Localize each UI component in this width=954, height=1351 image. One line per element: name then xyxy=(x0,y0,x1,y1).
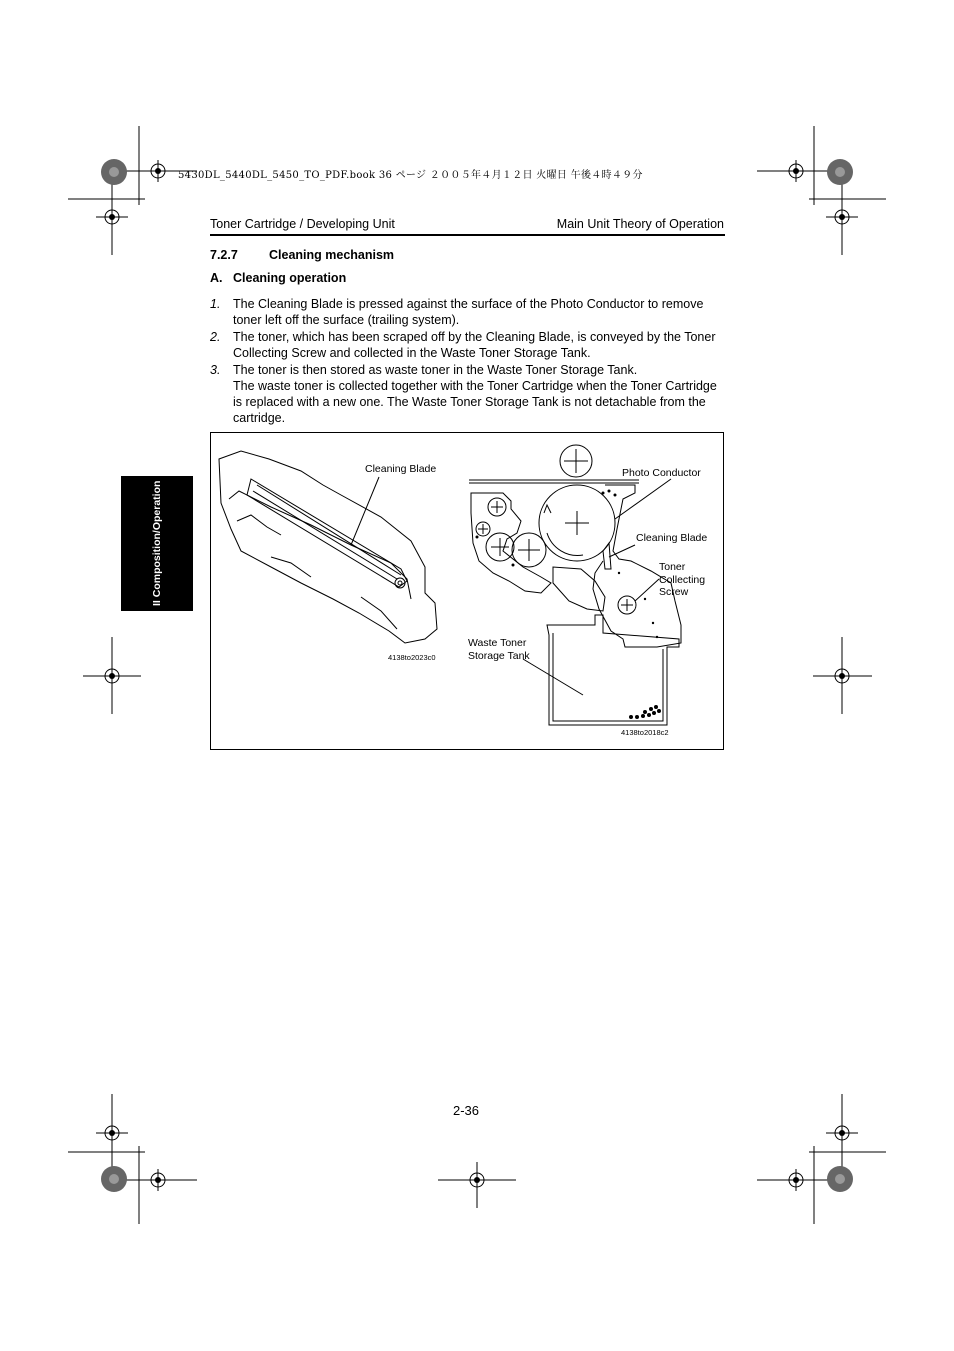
section-heading xyxy=(210,248,394,262)
figure-code-right: 4138to2018c2 xyxy=(621,728,669,737)
label-line: Toner xyxy=(659,561,686,573)
subsection-number: A. xyxy=(210,271,223,285)
label-line: Screw xyxy=(659,586,689,598)
figure-code-left: 4138to2023c0 xyxy=(388,653,436,662)
label-line: Waste Toner xyxy=(468,637,527,649)
step-text: The toner, which has been scraped off by the Cleaning Blade, is conveyed by the Toner Collecting Screw and collected in the Waste Toner Storage Tank. xyxy=(233,330,716,360)
list-item xyxy=(210,329,725,361)
step-number: 1. xyxy=(210,297,221,311)
list-item xyxy=(210,296,725,328)
section-title: Cleaning mechanism xyxy=(269,248,395,262)
step-number: 2. xyxy=(210,330,221,344)
steps-list xyxy=(210,296,725,427)
figure-drawing xyxy=(211,433,723,749)
step-text: The Cleaning Blade is pressed against the surface of the Photo Conductor to remove toner left off the surface (trailing system). xyxy=(233,297,704,327)
side-tab-label: II Composition/Operation xyxy=(151,480,163,607)
section-number: 7.2.7 xyxy=(210,248,238,262)
subsection-title: Cleaning operation xyxy=(233,271,347,285)
step-number: 3. xyxy=(210,363,221,377)
header-rule xyxy=(210,234,725,236)
label-waste-toner-storage-tank xyxy=(468,637,530,662)
cleaning-mechanism-figure xyxy=(210,432,724,750)
page-number: 2-36 xyxy=(453,1103,480,1118)
subsection-heading xyxy=(210,271,346,285)
label-line: Storage Tank xyxy=(468,649,530,662)
print-info-line: 5430DL_5440DL_5450_TO_PDF.book 36 ページ ２００５年４月１２日 火曜日 午後４時４９分 xyxy=(178,170,643,181)
step-text-continued: The waste toner is collected together with the Toner Cartridge when the Toner Cartridge is replaced with a new one. The Waste Toner Storage Tank is not detachable from the cartridge. xyxy=(233,379,717,425)
running-header-left: Toner Cartridge / Developing Unit xyxy=(210,217,395,231)
label-cleaning-blade-right: Cleaning Blade xyxy=(636,532,708,544)
running-header-right: Main Unit Theory of Operation xyxy=(556,217,724,231)
label-line: Collecting xyxy=(659,573,706,586)
label-toner-collecting-screw xyxy=(659,561,705,599)
label-photo-conductor: Photo Conductor xyxy=(622,467,701,479)
label-cleaning-blade-left: Cleaning Blade xyxy=(365,463,437,475)
step-text: The toner is then stored as waste toner in the Waste Toner Storage Tank. xyxy=(233,363,638,377)
list-item xyxy=(210,362,725,426)
side-chapter-tab xyxy=(121,476,193,611)
